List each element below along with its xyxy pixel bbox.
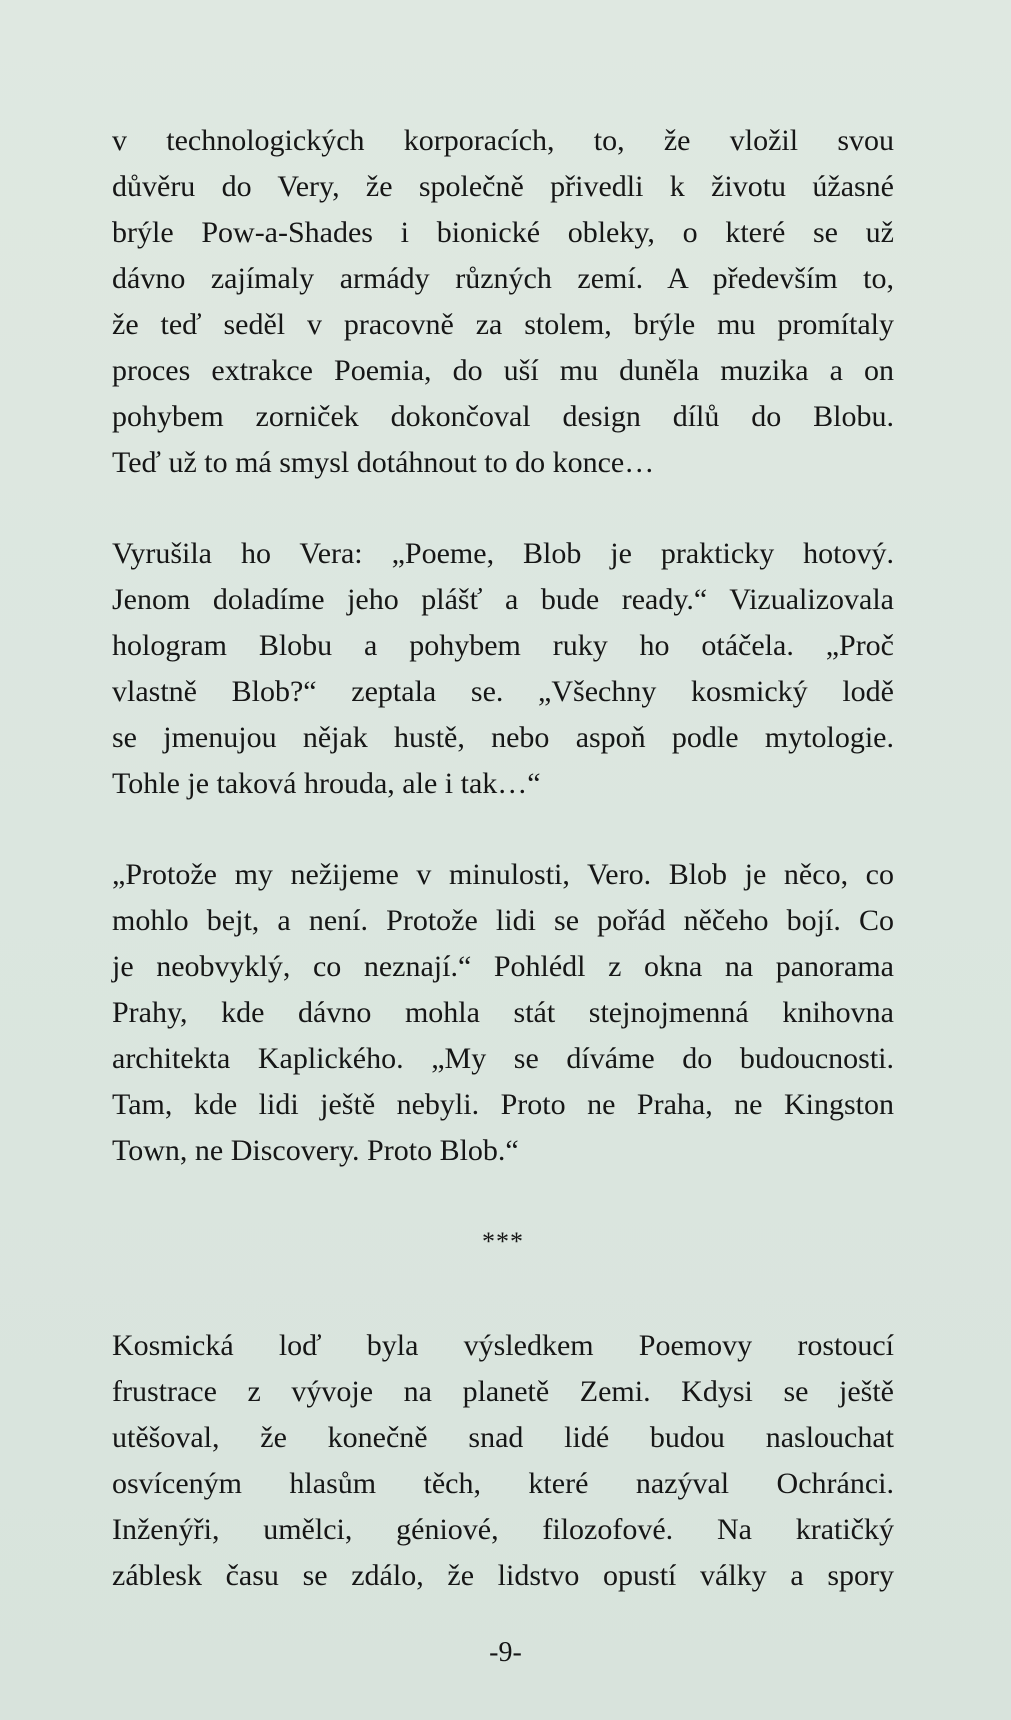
text-line: Inženýři, umělci, géniové, filozofové. Na kratičký — [112, 1513, 894, 1546]
text-line: osvíceným hlasům těch, které nazýval Ochránci. — [112, 1467, 894, 1500]
page-text — [112, 118, 894, 1599]
text-line: frustrace z vývoje na planetě Zemi. Kdysi se ještě — [112, 1375, 894, 1408]
paragraph-4 — [112, 1323, 894, 1599]
paragraph-1 — [112, 118, 894, 486]
paragraph-2 — [112, 531, 894, 807]
text-line: Tam, kde lidi ještě nebyli. Proto ne Praha, ne Kingston — [112, 1088, 894, 1121]
text-line: záblesk času se zdálo, že lidstvo opustí války a spory — [112, 1559, 894, 1592]
text-line: je neobvyklý, co neznají.“ Pohlédl z okna na panorama — [112, 950, 894, 983]
text-line: vlastně Blob?“ zeptala se. „Všechny kosmický lodě — [112, 675, 894, 708]
text-line: Jenom doladíme jeho plášť a bude ready.“ Vizualizovala — [112, 583, 894, 616]
text-line: Kosmická loď byla výsledkem Poemovy rostoucí — [112, 1329, 894, 1362]
text-line: v technologických korporacích, to, že vložil svou — [112, 124, 894, 157]
text-line: Teď už to má smysl dotáhnout to do konce… — [112, 446, 655, 479]
text-line: mohlo bejt, a není. Protože lidi se pořád něčeho bojí. Co — [112, 904, 894, 937]
text-line: Prahy, kde dávno mohla stát stejnojmenná knihovna — [112, 996, 894, 1029]
text-line: Tohle je taková hrouda, ale i tak…“ — [112, 767, 541, 800]
text-line: proces extrakce Poemia, do uší mu duněla muzika a on — [112, 354, 894, 387]
text-line: se jmenujou nějak hustě, nebo aspoň podle mytologie. — [112, 721, 894, 754]
section-separator: *** — [482, 1227, 524, 1256]
text-line: důvěru do Very, že společně přivedli k životu úžasné — [112, 170, 894, 203]
text-line: brýle Pow-a-Shades i bionické obleky, o které se už — [112, 216, 894, 249]
text-line: hologram Blobu a pohybem ruky ho otáčela. „Proč — [112, 629, 894, 662]
text-line: „Protože my nežijeme v minulosti, Vero. Blob je něco, co — [112, 858, 894, 891]
text-line: pohybem zorniček dokončoval design dílů do Blobu. — [112, 400, 894, 433]
text-line: architekta Kaplického. „My se díváme do budoucnosti. — [112, 1042, 894, 1075]
text-line: Town, ne Discovery. Proto Blob.“ — [112, 1134, 519, 1167]
text-line: že teď seděl v pracovně za stolem, brýle mu promítaly — [112, 308, 894, 341]
text-line: dávno zajímaly armády různých zemí. A především to, — [112, 262, 894, 295]
paragraph-3 — [112, 852, 894, 1174]
text-line: Vyrušila ho Vera: „Poeme, Blob je prakticky hotový. — [112, 537, 894, 570]
page-number: -9- — [489, 1637, 522, 1668]
text-line: utěšoval, že konečně snad lidé budou naslouchat — [112, 1421, 894, 1454]
